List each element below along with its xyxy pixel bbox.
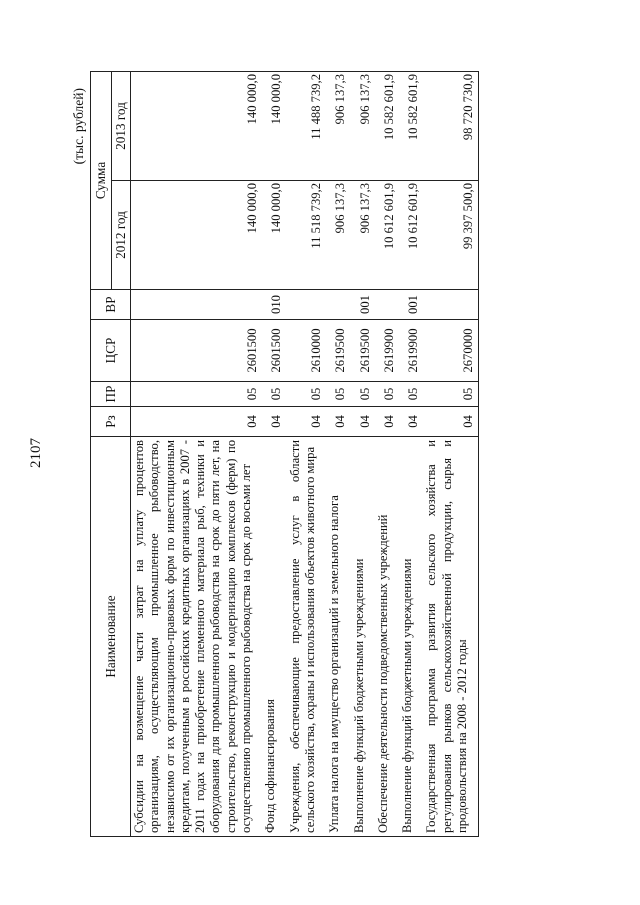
header-csr: ЦСР [91,320,131,382]
header-rz: Рз [91,407,131,437]
row-sum-2012: 140 000,0 [131,181,263,290]
row-vr [131,290,263,320]
row-csr: 2610000 [287,320,327,382]
table-row [287,72,327,837]
row-csr: 2619500 [351,320,375,382]
row-sum-2013: 98 720 730,0 [423,72,478,181]
row-vr: 001 [399,290,423,320]
row-sum-2013: 906 137,3 [351,72,375,181]
row-vr [326,290,350,320]
row-sum-2012: 10 612 601,9 [399,181,423,290]
row-pr: 05 [399,382,423,407]
row-sum-2013: 906 137,3 [326,72,350,181]
row-name: Государственная программа развития сельского хозяйства и регулирования рынков сельскохозяйственной продукции, сырья и продовольствия на 2008 - 2012 годы [423,437,478,837]
unit-note: (тыс. рублей) [71,88,86,165]
table-row [423,72,478,837]
row-vr [287,290,327,320]
row-sum-2012: 11 518 739,2 [287,181,327,290]
table-row [375,72,399,837]
row-rz: 04 [399,407,423,437]
row-sum-2013: 140 000,0 [131,72,263,181]
row-name: Обеспечение деятельности подведомственных учреждений [375,437,399,837]
row-csr: 2601500 [131,320,263,382]
row-sum-2012: 99 397 500,0 [423,181,478,290]
table-row [351,72,375,837]
row-csr: 2601500 [262,320,286,382]
row-csr: 2619500 [326,320,350,382]
row-name: Уплата налога на имущество организаций и земельного налога [326,437,350,837]
row-sum-2013: 11 488 739,2 [287,72,327,181]
row-rz: 04 [375,407,399,437]
header-2012: 2012 год [112,181,131,290]
header-name: Наименование [91,437,131,837]
header-pr: ПР [91,382,131,407]
row-sum-2012: 10 612 601,9 [375,181,399,290]
row-sum-2013: 10 582 601,9 [399,72,423,181]
budget-table [90,71,479,837]
row-rz: 04 [262,407,286,437]
row-pr: 05 [326,382,350,407]
row-pr: 05 [287,382,327,407]
row-sum-2012: 906 137,3 [326,181,350,290]
row-rz: 04 [351,407,375,437]
table-row [326,72,350,837]
row-rz: 04 [423,407,478,437]
row-vr: 010 [262,290,286,320]
row-pr: 05 [351,382,375,407]
table-row [262,72,286,837]
page-number: 2107 [28,438,44,468]
row-sum-2012: 140 000,0 [262,181,286,290]
row-name: Фонд софинансирования [262,437,286,837]
row-csr: 2619900 [375,320,399,382]
row-vr [375,290,399,320]
row-sum-2013: 140 000,0 [262,72,286,181]
row-name: Субсидии на возмещение части затрат на уплату процентов организациям, осуществляющим промышленное рыбоводство, независимо от их организационно-правовых форм по инвестиционным кредитам, полученным в российских кредитных организациях в 2007 - 2011 годах на приобретение племенного материала рыб, техники и оборудования для промышленного рыбоводства на срок до пяти лет, на строительство, реконструкцию и модернизацию комплексов (ферм) по осуществлению промышленного рыбоводства на срок до восьми лет [131,437,263,837]
row-rz: 04 [131,407,263,437]
row-vr [423,290,478,320]
row-name: Выполнение функций бюджетными учреждениями [399,437,423,837]
table-row [131,72,263,837]
row-sum-2012: 906 137,3 [351,181,375,290]
row-name: Учреждения, обеспечивающие предоставление услуг в области сельского хозяйства, охраны и использования объектов животного мира [287,437,327,837]
row-name: Выполнение функций бюджетными учреждениями [351,437,375,837]
row-pr: 05 [131,382,263,407]
row-csr: 2619900 [399,320,423,382]
row-rz: 04 [287,407,327,437]
row-pr: 05 [375,382,399,407]
row-pr: 05 [262,382,286,407]
table-header-row [91,72,112,837]
row-vr: 001 [351,290,375,320]
row-csr: 2670000 [423,320,478,382]
row-pr: 05 [423,382,478,407]
row-sum-2013: 10 582 601,9 [375,72,399,181]
table-body [131,72,479,837]
header-2013: 2013 год [112,72,131,181]
header-vr: ВР [91,290,131,320]
header-sum: Сумма [91,72,112,290]
table-row [399,72,423,837]
row-rz: 04 [326,407,350,437]
